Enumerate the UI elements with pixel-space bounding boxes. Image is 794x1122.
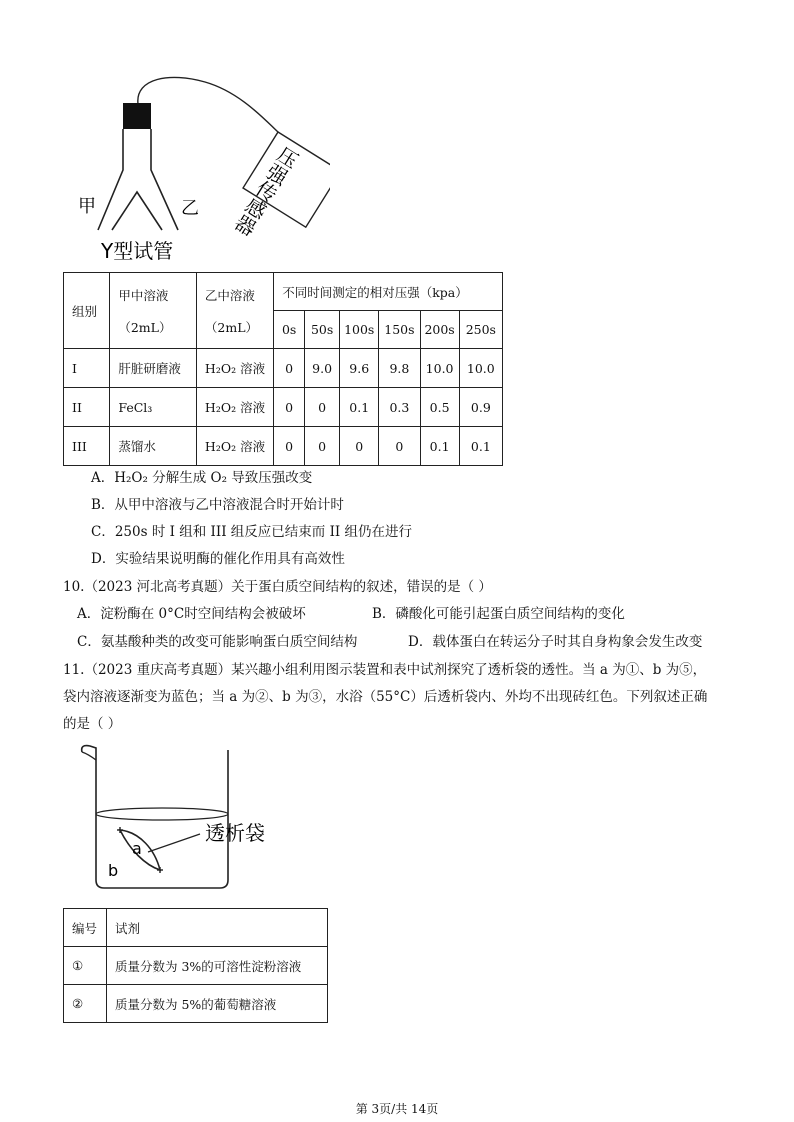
label-a: a bbox=[132, 839, 142, 858]
cell-reagent: 质量分数为 5%的葡萄糖溶液 bbox=[107, 985, 328, 1023]
q10-option-c: C．氨基酸种类的改变可能影响蛋白质空间结构 bbox=[77, 634, 358, 650]
cell-group: I bbox=[64, 349, 110, 388]
q9-option-c: C．250s 时 I 组和 III 组反应已结束而 II 组仍在进行 bbox=[91, 524, 413, 540]
y-tube-body bbox=[98, 129, 178, 230]
cell-jia: 肝脏研磨液 bbox=[110, 349, 197, 388]
leader-line bbox=[148, 834, 200, 852]
cell-group: III bbox=[64, 427, 110, 466]
beaker-rim bbox=[82, 752, 96, 760]
cell-value: 0.1 bbox=[459, 427, 502, 466]
header-group: 组别 bbox=[64, 273, 110, 349]
cell-value: 0 bbox=[305, 427, 340, 466]
header-jia-line1: 甲中溶液 bbox=[118, 287, 169, 303]
figure1-caption: Y型试管 bbox=[101, 239, 174, 263]
beaker-figure bbox=[60, 740, 300, 900]
cell-value: 0 bbox=[274, 349, 305, 388]
cell-value: 0.1 bbox=[420, 427, 459, 466]
header-jia bbox=[110, 273, 197, 349]
water-surface bbox=[96, 808, 228, 820]
cell-yi: H₂O₂ 溶液 bbox=[196, 349, 273, 388]
table-row bbox=[64, 427, 503, 466]
cell-value: 0 bbox=[340, 427, 379, 466]
cell-yi: H₂O₂ 溶液 bbox=[196, 427, 273, 466]
cell-value: 0.3 bbox=[379, 388, 420, 427]
y-tube-figure bbox=[60, 70, 330, 270]
cell-group: II bbox=[64, 388, 110, 427]
q11-line3: 的是（ ） bbox=[63, 716, 122, 732]
cell-value: 0 bbox=[305, 388, 340, 427]
cell-value: 0 bbox=[379, 427, 420, 466]
label-yi: 乙 bbox=[181, 198, 199, 219]
label-jia: 甲 bbox=[78, 196, 96, 217]
q9-option-a: A．H₂O₂ 分解生成 O₂ 导致压强改变 bbox=[91, 470, 313, 486]
cell-value: 0 bbox=[274, 388, 305, 427]
cell-num: ① bbox=[64, 947, 107, 985]
time-header: 200s bbox=[420, 311, 459, 349]
header-yi-line1: 乙中溶液 bbox=[204, 287, 255, 303]
cell-num: ② bbox=[64, 985, 107, 1023]
sensor-text: 压强传感器 bbox=[228, 141, 303, 240]
sensor-cable bbox=[138, 77, 278, 132]
table-row bbox=[64, 947, 328, 985]
cell-reagent: 质量分数为 3%的可溶性淀粉溶液 bbox=[107, 947, 328, 985]
cell-value: 10.0 bbox=[420, 349, 459, 388]
header-reagent: 试剂 bbox=[107, 909, 328, 947]
cell-jia: 蒸馏水 bbox=[110, 427, 197, 466]
time-header: 50s bbox=[305, 311, 340, 349]
header-pressure: 不同时间测定的相对压强（kpa） bbox=[274, 273, 503, 311]
header-yi bbox=[196, 273, 273, 349]
q9-option-b: B．从甲中溶液与乙中溶液混合时开始计时 bbox=[91, 497, 344, 513]
cell-value: 0.5 bbox=[420, 388, 459, 427]
q10-option-b: B．磷酸化可能引起蛋白质空间结构的变化 bbox=[372, 606, 625, 622]
cell-value: 0.1 bbox=[340, 388, 379, 427]
time-header: 250s bbox=[459, 311, 502, 349]
cell-value: 10.0 bbox=[459, 349, 502, 388]
reagent-table bbox=[63, 908, 328, 1023]
table-row bbox=[64, 349, 503, 388]
cell-value: 0 bbox=[274, 427, 305, 466]
q10-option-a: A．淀粉酶在 0°C时空间结构会被破坏 bbox=[77, 606, 306, 622]
cell-jia: FeCl₃ bbox=[110, 388, 197, 427]
label-b: b bbox=[108, 861, 119, 880]
time-header: 0s bbox=[274, 311, 305, 349]
header-num: 编号 bbox=[64, 909, 107, 947]
q10-option-d: D．载体蛋白在转运分子时其自身构象会发生改变 bbox=[408, 634, 703, 650]
cell-yi: H₂O₂ 溶液 bbox=[196, 388, 273, 427]
q11-line1: 11.（2023 重庆高考真题）某兴趣小组利用图示装置和表中试剂探究了透析袋的透性。当 a 为①、b 为⑤， bbox=[63, 662, 707, 678]
time-header: 150s bbox=[379, 311, 420, 349]
header-jia-line2: （2mL） bbox=[118, 319, 172, 335]
table-row bbox=[64, 388, 503, 427]
bag-label: 透析袋 bbox=[205, 821, 265, 845]
cell-value: 9.6 bbox=[340, 349, 379, 388]
q10-stem: 10.（2023 河北高考真题）关于蛋白质空间结构的叙述，错误的是（ ） bbox=[63, 579, 492, 595]
q9-option-d: D．实验结果说明酶的催化作用具有高效性 bbox=[91, 551, 345, 567]
pressure-table bbox=[63, 272, 503, 466]
cell-value: 9.8 bbox=[379, 349, 420, 388]
cell-value: 0.9 bbox=[459, 388, 502, 427]
header-yi-line2: （2mL） bbox=[204, 319, 259, 335]
page-footer: 第 3页/共 14页 bbox=[355, 1102, 439, 1116]
time-header: 100s bbox=[340, 311, 379, 349]
tube-stopper bbox=[123, 103, 151, 129]
q11-line2: 袋内溶液逐渐变为蓝色；当 a 为②、b 为③，水浴（55°C）后透析袋内、外均不出现砖红色。下列叙述正确 bbox=[63, 689, 708, 705]
table-row bbox=[64, 985, 328, 1023]
cell-value: 9.0 bbox=[305, 349, 340, 388]
